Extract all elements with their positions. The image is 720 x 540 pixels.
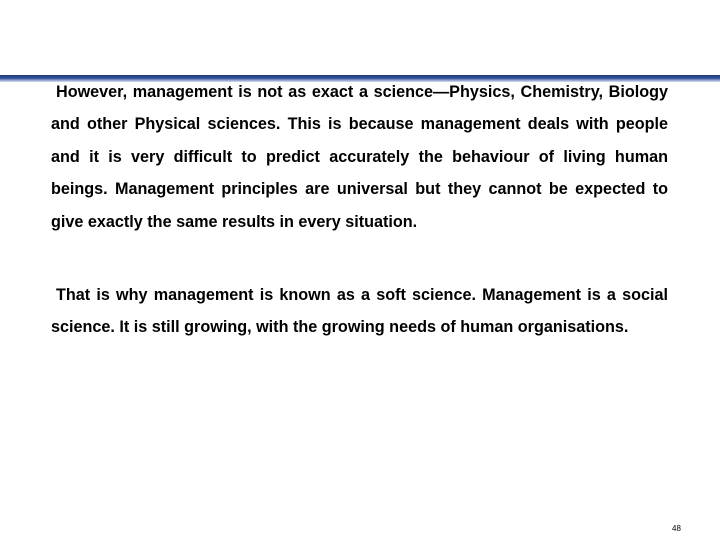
slide-body [51,76,668,344]
paragraph-soft-science: That is why management is known as a soft science. Management is a social science. It is still growing, with the growing needs of human organisations. [51,286,668,337]
paragraph-management-not-exact-science: However, management is not as exact a science—Physics, Chemistry, Biology and other Physical sciences. This is because management deals with people and it is very difficult to predict accurately the behaviour of living human beings. Management principles are universal but they cannot be expected to give exactly the same results in every situation. [51,83,668,231]
slide-number: 48 [672,524,681,533]
